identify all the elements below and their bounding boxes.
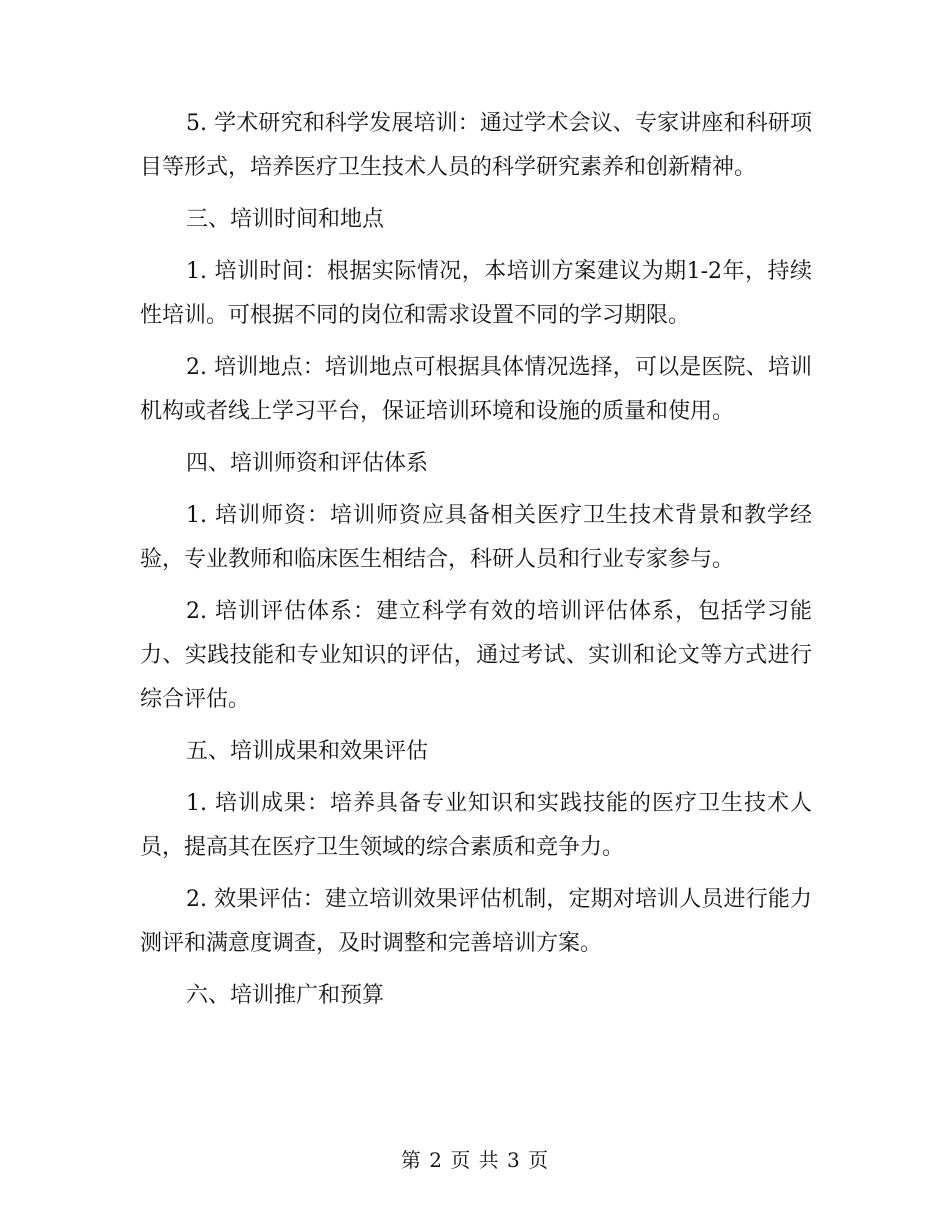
paragraph-training-teachers: 1. 培训师资：培训师资应具备相关医疗卫生技术背景和教学经验，专业教师和临床医生相结合，科研人员和行业专家参与。 [140,503,812,572]
paragraph-effect-evaluation: 2. 效果评估：建立培训效果评估机制，定期对培训人员进行能力测评和满意度调查，及时调整和完善培训方案。 [140,887,812,956]
paragraph-training-time: 1. 培训时间：根据实际情况，本培训方案建议为期1-2年，持续性培训。可根据不同的岗位和需求设置不同的学习期限。 [140,259,812,328]
paragraph-evaluation-system: 2. 培训评估体系：建立科学有效的培训评估体系，包括学习能力、实践技能和专业知识的评估，通过考试、实训和论文等方式进行综合评估。 [140,599,812,712]
section-heading-promotion-budget: 六、培训推广和预算 [186,983,385,1008]
paragraph-training-results: 1. 培训成果：培养具备专业知识和实践技能的医疗卫生技术人员，提高其在医疗卫生领域的综合素质和竞争力。 [140,791,812,860]
section-heading-teachers-evaluation: 四、培训师资和评估体系 [186,451,429,476]
paragraph-academic-research-training: 5. 学术研究和科学发展培训：通过学术会议、专家讲座和科研项目等形式，培养医疗卫生技术人员的科学研究素养和创新精神。 [140,111,812,180]
section-heading-time-location: 三、培训时间和地点 [186,207,385,232]
page-number-footer: 第 2 页 共 3 页 [400,1148,550,1172]
section-heading-results-effect: 五、培训成果和效果评估 [186,739,429,764]
document-body [140,102,812,1018]
paragraph-training-location: 2. 培训地点：培训地点可根据具体情况选择，可以是医院、培训机构或者线上学习平台，保证培训环境和设施的质量和使用。 [140,355,812,424]
